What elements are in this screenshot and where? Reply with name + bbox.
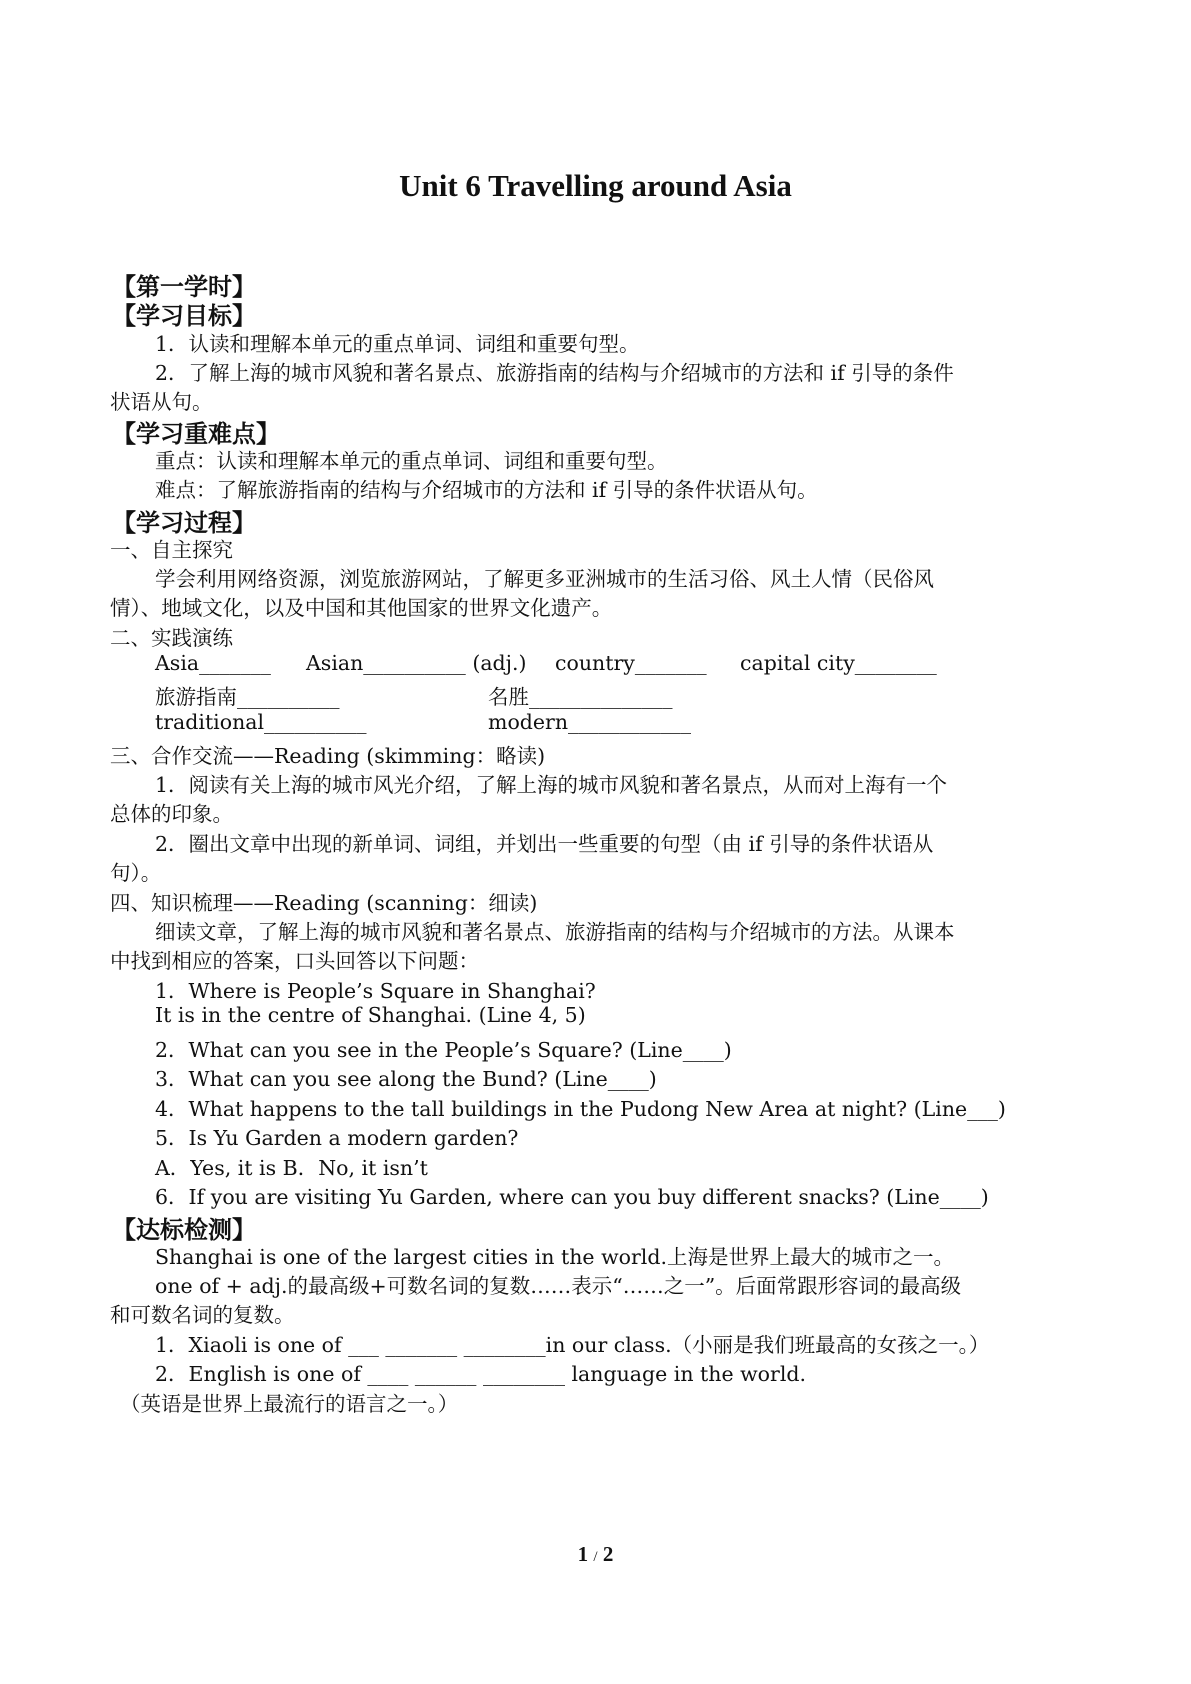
section-key-points: 【学习重难点】 xyxy=(112,420,280,448)
part3-item2-line2: 句）。 xyxy=(110,861,162,885)
part4-text-line1: 细读文章，了解上海的城市风貌和著名景点、旅游指南的结构与介绍城市的方法。从课本 xyxy=(155,920,955,944)
assessment-example: Shanghai is one of the largest cities in the world.上海是世界上最大的城市之一。 xyxy=(155,1245,954,1269)
part4-text-line2: 中找到相应的答案，口头回答以下问题： xyxy=(110,949,479,973)
question-2: 2．What can you see in the People’s Square? (Line____) xyxy=(155,1038,732,1062)
page-current: 1 xyxy=(577,1542,589,1566)
page-number xyxy=(0,1542,1191,1567)
section-process: 【学习过程】 xyxy=(112,509,256,537)
exercise-2-translation: （英语是世界上最流行的语言之一。） xyxy=(120,1392,459,1416)
part4-title: 四、知识梳理——Reading (scanning：细读) xyxy=(110,891,538,915)
question-6: 6．If you are visiting Yu Garden, where can you buy different snacks? (Line____) xyxy=(155,1185,989,1209)
part3-item2-line1: 2．圈出文章中出现的新单词、词组，并划出一些重要的句型（由 if 引导的条件状语从 xyxy=(155,832,934,856)
exercise-2: 2．English is one of ____ ______ ________ language in the world. xyxy=(155,1362,807,1386)
key-point-difficulty: 难点：了解旅游指南的结构与介绍城市的方法和 if 引导的条件状语从句。 xyxy=(155,478,818,502)
key-point-focus: 重点：认读和理解本单元的重点单词、词组和重要句型。 xyxy=(155,449,668,473)
page-total: 2 xyxy=(602,1542,614,1566)
question-4: 4．What happens to the tall buildings in the Pudong New Area at night? (Line___) xyxy=(155,1097,1006,1121)
section-assessment: 【达标检测】 xyxy=(112,1216,256,1244)
vocab-place-of-interest: 名胜______________ xyxy=(488,685,673,709)
part2-title: 二、实践演练 xyxy=(110,626,233,650)
part3-title: 三、合作交流——Reading (skimming：略读) xyxy=(110,744,546,768)
question-3: 3．What can you see along the Bund? (Line____) xyxy=(155,1067,657,1091)
vocab-capital-city: capital city________ xyxy=(740,651,937,675)
page-title: Unit 6 Travelling around Asia xyxy=(399,168,792,203)
vocab-asia: Asia_______ xyxy=(155,651,271,675)
vocab-travel-guide: 旅游指南__________ xyxy=(155,685,340,709)
part1-text-line1: 学会利用网络资源，浏览旅游网站，了解更多亚洲城市的生活习俗、风土人情（民俗风 xyxy=(155,567,934,591)
objective-2-line2: 状语从句。 xyxy=(110,390,213,414)
vocab-country: country_______ xyxy=(555,651,707,675)
question-5-options: A．Yes, it is B．No, it isn’t xyxy=(155,1156,428,1180)
exercise-1: 1．Xiaoli is one of ___ _______ ________in our class.（小丽是我们班最高的女孩之一。） xyxy=(155,1333,990,1357)
part3-item1-line1: 1．阅读有关上海的城市风光介绍，了解上海的城市风貌和著名景点，从而对上海有一个 xyxy=(155,773,948,797)
assessment-rule-line2: 和可数名词的复数。 xyxy=(110,1303,295,1327)
vocab-asian: Asian__________ (adj.) xyxy=(306,651,527,675)
page-separator: / xyxy=(593,1549,598,1565)
vocab-traditional: traditional__________ xyxy=(155,710,367,734)
section-period: 【第一学时】 xyxy=(112,273,256,301)
question-5: 5．Is Yu Garden a modern garden? xyxy=(155,1126,519,1150)
part3-item1-line2: 总体的印象。 xyxy=(110,802,233,826)
objective-1: 1．认读和理解本单元的重点单词、词组和重要句型。 xyxy=(155,332,640,356)
part1-text-line2: 情）、地域文化，以及中国和其他国家的世界文化遗产。 xyxy=(110,596,613,620)
assessment-rule-line1: one of + adj.的最高级+可数名词的复数……表示“……之一”。后面常跟形容词的最高级 xyxy=(155,1274,962,1298)
question-1: 1．Where is People’s Square in Shanghai? xyxy=(155,979,596,1003)
vocab-modern: modern____________ xyxy=(488,710,692,734)
objective-2-line1: 2．了解上海的城市风貌和著名景点、旅游指南的结构与介绍城市的方法和 if 引导的条件 xyxy=(155,361,954,385)
section-objectives: 【学习目标】 xyxy=(112,302,256,330)
part1-title: 一、自主探究 xyxy=(110,538,233,562)
answer-1: It is in the centre of Shanghai. (Line 4, 5) xyxy=(155,1003,586,1027)
